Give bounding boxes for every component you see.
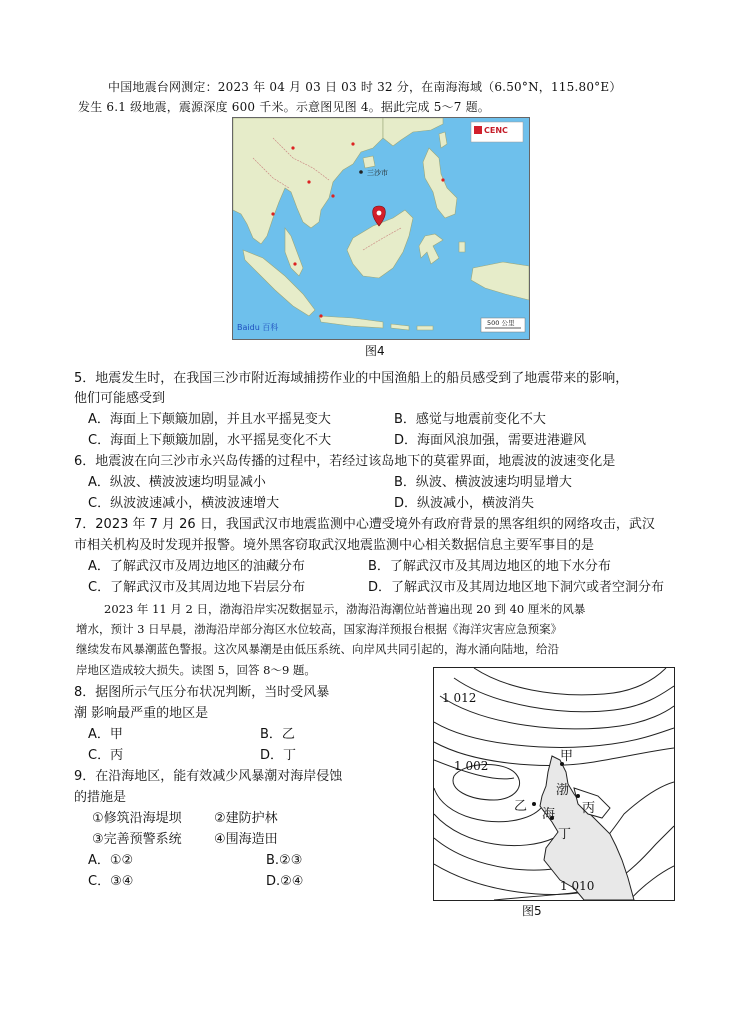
passage2-line-4: 岸地区造成较大损失。读图 5，回答 8～9 题。 bbox=[76, 663, 316, 677]
label-ding: 丁 bbox=[558, 827, 572, 842]
q5-option-c: C．海面上下颠簸加剧，水平摇晃变化不大 bbox=[88, 433, 332, 448]
baidu-logo: Baidu 百科 bbox=[237, 323, 279, 332]
q6-option-a: A．纵波、横波波速均明显减小 bbox=[88, 475, 266, 490]
q7-option-c: C．了解武汉市及其周边地下岩层分布 bbox=[88, 580, 306, 595]
label-bo: 渤 bbox=[556, 783, 570, 798]
q7-stem-2: 市相关机构及时发现并报警。境外黑客窃取武汉地震监测中心相关数据信息主要军事目的是 bbox=[74, 538, 595, 553]
label-hai: 海 bbox=[542, 807, 556, 822]
q9-item-2: ②建防护林 bbox=[214, 811, 278, 826]
q8-option-a: A．甲 bbox=[88, 727, 123, 742]
cenc-logo bbox=[471, 122, 523, 142]
q5-option-a: A．海面上下颠簸加剧，并且水平摇晃变大 bbox=[88, 412, 331, 427]
q6-option-b: B．纵波、横波波速均明显增大 bbox=[394, 475, 572, 490]
q9-stem-2: 的措施是 bbox=[74, 790, 127, 805]
intro-line-2: 发生 6.1 级地震，震源深度 600 千米。示意图见图 4。据此完成 5～7 题。 bbox=[78, 100, 490, 114]
svg-text:CENC: CENC bbox=[484, 126, 508, 135]
q7-option-d: D．了解武汉市及其周边地区地下洞穴或者空洞分布 bbox=[368, 580, 665, 595]
passage2-line-2: 增水，预计 3 日早晨，渤海沿岸部分海区水位较高，国家海洋预报台根据《海洋灾害应急预案》 bbox=[76, 622, 563, 636]
q7-stem-1: 7．2023 年 7 月 26 日，我国武汉市地震监测中心遭受境外有政府背景的黑客组织的网络攻击，武汉 bbox=[74, 517, 655, 532]
label-bing: 丙 bbox=[582, 801, 596, 816]
q9-option-b: B.②③ bbox=[266, 853, 303, 868]
map-graphic bbox=[233, 118, 529, 339]
q9-item-3: ③完善预警系统 bbox=[92, 832, 182, 847]
q9-option-c: C．③④ bbox=[88, 874, 134, 889]
q9-item-1: ①修筑沿海堤坝 bbox=[92, 811, 182, 826]
q6-option-d: D．纵波减小，横波消失 bbox=[394, 496, 535, 511]
q7-option-b: B．了解武汉市及其周边地区的地下水分布 bbox=[368, 559, 611, 574]
q9-option-a: A．①② bbox=[88, 853, 134, 868]
q5-stem-2: 他们可能感受到 bbox=[74, 391, 166, 406]
figure-4-map bbox=[232, 117, 530, 340]
q9-item-4: ④围海造田 bbox=[214, 832, 278, 847]
figure-5-isobar-map bbox=[433, 667, 675, 901]
q8-option-c: C．丙 bbox=[88, 748, 124, 763]
q5-option-b: B．感觉与地震前变化不大 bbox=[394, 412, 546, 427]
q8-stem-1: 8．据图所示气压分布状况判断，当时受风暴 bbox=[74, 685, 330, 700]
figure-5-caption: 图5 bbox=[522, 904, 542, 918]
q5-stem-1: 5．地震发生时，在我国三沙市附近海域捕捞作业的中国渔船上的船员感受到了地震带来的影响， bbox=[74, 371, 629, 386]
intro-line-1: 中国地震台网测定：2023 年 04 月 03 日 03 时 32 分，在南海海域（6.50°N，115.80°E） bbox=[108, 80, 622, 94]
passage2-line-3: 继续发布风暴潮蓝色警报。这次风暴潮是由低压系统、向岸风共同引起的，海水涌向陆地，给沿 bbox=[76, 642, 559, 656]
q7-option-a: A．了解武汉市及周边地区的油藏分布 bbox=[88, 559, 305, 574]
passage2-line-1: 2023 年 11 月 2 日，渤海沿岸实况数据显示，渤海沿海潮位站普遍出现 20 到 40 厘米的风暴 bbox=[104, 602, 586, 616]
q8-option-b: B．乙 bbox=[260, 727, 295, 742]
q8-stem-2: 潮 影响最严重的地区是 bbox=[74, 706, 209, 721]
q9-option-d: D.②④ bbox=[266, 874, 304, 889]
q6-stem: 6．地震波在向三沙市永兴岛传播的过程中，若经过该岛地下的莫霍界面，地震波的波速变化是 bbox=[74, 454, 616, 469]
q9-stem-1: 9．在沿海地区，能有效减少风暴潮对海岸侵蚀 bbox=[74, 769, 343, 784]
isobar-graphic bbox=[434, 668, 674, 900]
q8-option-d: D．丁 bbox=[260, 748, 297, 763]
label-jia: 甲 bbox=[560, 749, 574, 764]
figure-4-caption: 图4 bbox=[365, 344, 385, 358]
label-yi: 乙 bbox=[514, 799, 528, 814]
isobar-label-1002: 1 002 bbox=[454, 759, 489, 773]
isobar-label-1012: 1 012 bbox=[442, 691, 477, 705]
q5-option-d: D．海面风浪加强，需要进港避风 bbox=[394, 433, 587, 448]
scale-bar bbox=[481, 318, 525, 332]
q6-option-c: C．纵波波速减小，横波波速增大 bbox=[88, 496, 280, 511]
svg-text:500 公里: 500 公里 bbox=[487, 319, 515, 327]
label-sansha: 三沙市 bbox=[367, 169, 388, 177]
isobar-label-1010: 1 010 bbox=[560, 879, 595, 893]
